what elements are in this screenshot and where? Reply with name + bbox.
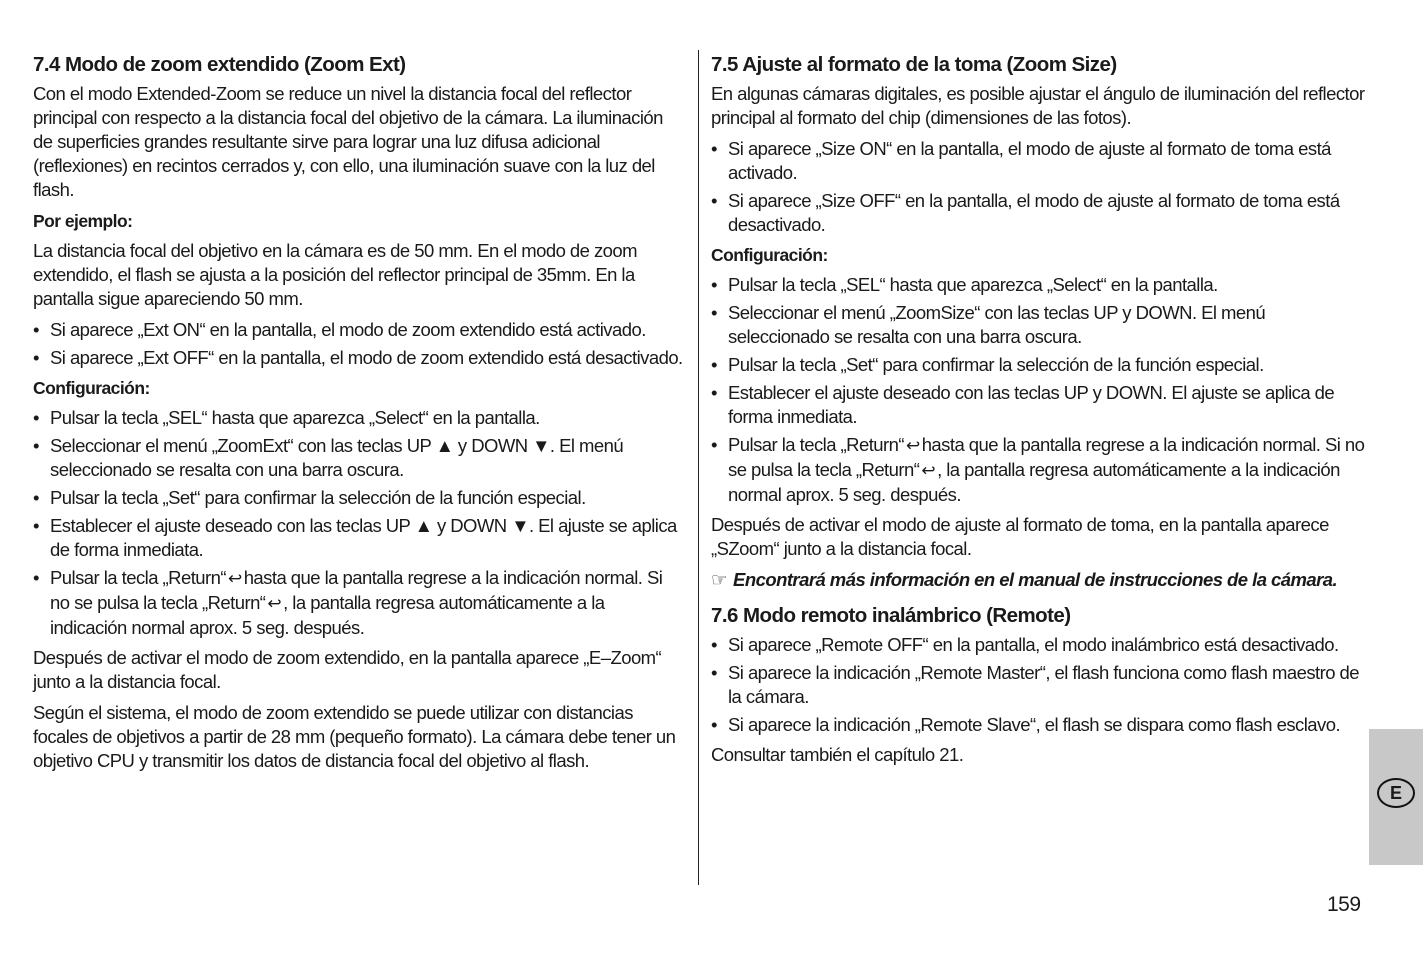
- list-item: • Pulsar la tecla „SEL“ hasta que aparezca „Select“ en la pantalla.: [711, 273, 1366, 297]
- return-arrow-icon: ↩: [905, 436, 920, 455]
- return-arrow-icon: ↩: [921, 461, 936, 480]
- list-item: • Si aparece „Remote OFF“ en la pantalla, el modo inalámbrico está desactivado.: [711, 633, 1366, 657]
- example-heading: Por ejemplo:: [33, 211, 133, 231]
- list-item: • Si aparece la indicación „Remote Master“, el flash funciona como flash maestro de la cámara.: [711, 661, 1366, 709]
- system-text: Según el sistema, el modo de zoom extendido se puede utilizar con distancias focales de objetivos a partir de 28 mm (pequeño formato). La cámara debe tener un objetivo CPU y transmitir los datos de distancia focal del objetivo al flash.: [33, 702, 676, 771]
- list-item: • Establecer el ajuste deseado con las teclas UP y DOWN. El ajuste se aplica de forma inmediata.: [711, 381, 1366, 429]
- page-number: 159: [1327, 893, 1361, 916]
- right-column: [711, 52, 1366, 774]
- left-column: [33, 52, 685, 780]
- return-step-c: , la pantalla regresa automáticamente a la indicación normal aprox. 5 seg. después.: [50, 592, 605, 638]
- camera-manual-note: [711, 568, 1366, 592]
- section-7-4-title: 7.4 Modo de zoom extendido (Zoom Ext): [33, 53, 406, 76]
- language-badge: E: [1377, 778, 1415, 808]
- list-item: • Pulsar la tecla „SEL“ hasta que aparezca „Select“ en la pantalla.: [33, 406, 685, 430]
- size-state-list: [711, 137, 1366, 237]
- list-item: • Si aparece „Size OFF“ en la pantalla, el modo de ajuste al formato de toma está desactivado.: [711, 189, 1366, 237]
- section-7-5-intro: En algunas cámaras digitales, es posible ajustar el ángulo de iluminación del reflector principal al formato del chip (dimensiones de las fotos).: [711, 83, 1365, 128]
- config-steps: [33, 406, 685, 640]
- return-step-b: hasta que la pantalla regrese a la indicación normal. Si no se pulsa la tecla „Return“: [728, 434, 1365, 480]
- list-item: • Si aparece „Size ON“ en la pantalla, el modo de ajuste al formato de toma está activado.: [711, 137, 1366, 185]
- list-item: • Seleccionar el menú „ZoomSize“ con las teclas UP y DOWN. El menú seleccionado se resalta con una barra oscura.: [711, 301, 1366, 349]
- list-item: • Si aparece „Ext OFF“ en la pantalla, el modo de zoom extendido está desactivado.: [33, 346, 685, 370]
- ext-state-list: [33, 318, 685, 370]
- language-side-tab: [1369, 729, 1423, 865]
- after-activation-text: Después de activar el modo de zoom extendido, en la pantalla aparece „E–Zoom“ junto a la distancia focal.: [33, 647, 662, 692]
- return-arrow-icon: ↩: [267, 594, 282, 613]
- list-item: • Pulsar la tecla „Set“ para confirmar la selección de la función especial.: [33, 486, 685, 510]
- see-also-text: Consultar también el capítulo 21.: [711, 744, 964, 765]
- config-steps: [711, 273, 1366, 507]
- config-heading: Configuración:: [33, 378, 150, 398]
- list-item: • Si aparece „Ext ON“ en la pantalla, el modo de zoom extendido está activado.: [33, 318, 685, 342]
- list-item: [33, 566, 685, 640]
- pointing-hand-icon: ☞: [711, 569, 728, 590]
- example-text: La distancia focal del objetivo en la cámara es de 50 mm. En el modo de zoom extendido, el flash se ajusta a la posición del reflector principal de 35mm. En la pantalla sigue apareciendo 50 mm.: [33, 240, 638, 309]
- return-arrow-icon: ↩: [227, 569, 242, 588]
- return-step-c: , la pantalla regresa automáticamente a la indicación normal aprox. 5 seg. después.: [728, 459, 1340, 505]
- section-7-6-title: 7.6 Modo remoto inalámbrico (Remote): [711, 604, 1071, 627]
- list-item: • Pulsar la tecla „Set“ para confirmar la selección de la función especial.: [711, 353, 1366, 377]
- config-heading: Configuración:: [711, 245, 828, 265]
- list-item: • Establecer el ajuste deseado con las teclas UP ▲ y DOWN ▼. El ajuste se aplica de forma inmediata.: [33, 514, 685, 562]
- return-step-a: Pulsar la tecla „Return“: [50, 567, 226, 588]
- list-item: [711, 433, 1366, 507]
- after-activation-text: Después de activar el modo de ajuste al formato de toma, en la pantalla aparece „SZoom“ junto a la distancia focal.: [711, 514, 1329, 559]
- list-item: • Seleccionar el menú „ZoomExt“ con las teclas UP ▲ y DOWN ▼. El menú seleccionado se resalta con una barra oscura.: [33, 434, 685, 482]
- note-text: Encontrará más información en el manual de instrucciones de la cámara.: [733, 569, 1338, 590]
- column-divider: [698, 50, 699, 885]
- list-item: • Si aparece la indicación „Remote Slave“, el flash se dispara como flash esclavo.: [711, 713, 1366, 737]
- section-7-5-title: 7.5 Ajuste al formato de la toma (Zoom Size): [711, 53, 1117, 76]
- return-step-a: Pulsar la tecla „Return“: [728, 434, 904, 455]
- section-7-4-intro: Con el modo Extended-Zoom se reduce un nivel la distancia focal del reflector principal con respecto a la distancia focal del objetivo de la cámara. La iluminación de superficies grandes resultante sirve para lograr una luz difusa adicional (reflexiones) en recintos cerrados y, con ello, una iluminación suave con la luz del flash.: [33, 83, 663, 200]
- remote-list: [711, 633, 1366, 737]
- return-step-b: hasta que la pantalla regrese a la indicación normal. Si no se pulsa la tecla „Return“: [50, 567, 663, 613]
